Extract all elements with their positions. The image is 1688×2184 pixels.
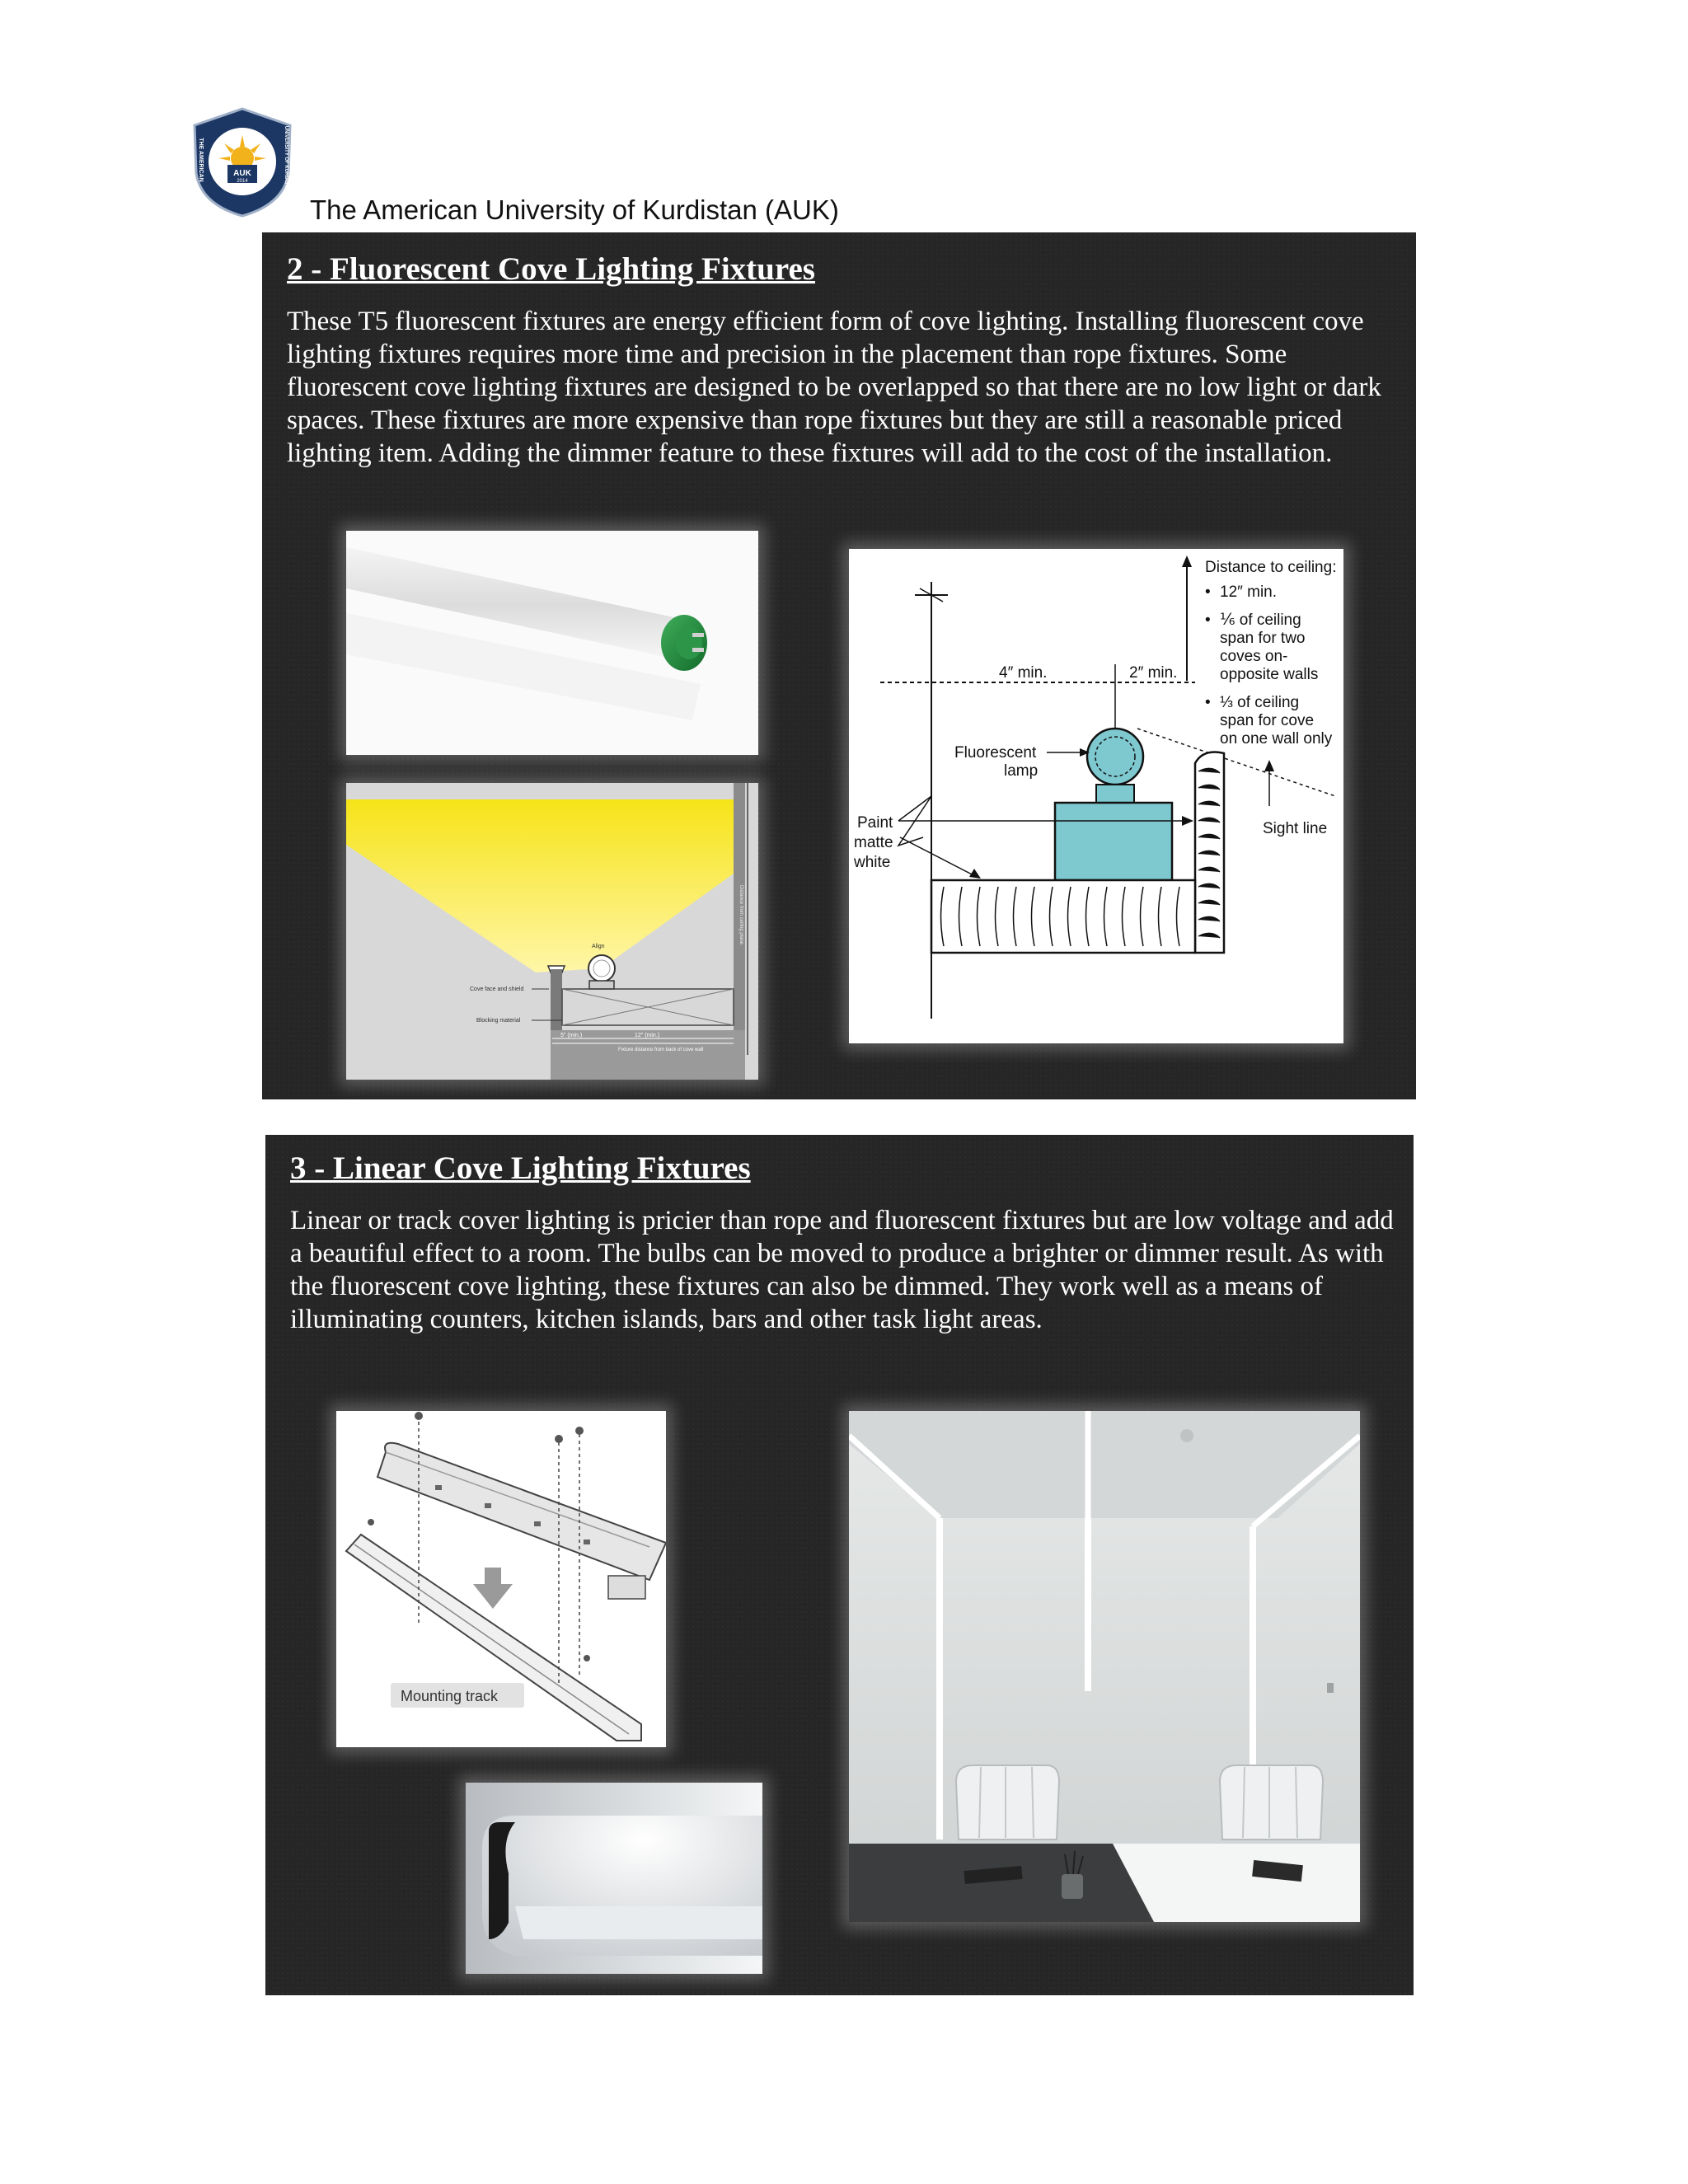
sight-line-label: Sight line	[1263, 820, 1328, 837]
paint-label-line3: white	[854, 854, 891, 871]
distance-bullet1: 12″ min.	[1220, 583, 1278, 601]
slide1-body: These T5 fluorescent fixtures are energy efficient form of cove lighting. Installing fluorescent cove lighting fixtures requires more time and precision in the placement than rope fixtures. Some fluorescent cove lighting fixtures are designed to be overlapped so that there are no low light or dark spaces. These fixtures are more expensive than rope fixtures but they are still a reasonable priced lighting item. Adding the dimmer feature to these fixtures will add to the cost of the installation.	[287, 307, 1381, 468]
cove-face-label: Cove face and shield	[470, 987, 524, 992]
distance-bullet2-line2: span for two	[1220, 630, 1306, 647]
ceiling-distance-label: Distance from ceiling plane	[738, 884, 743, 945]
lamp-label-line1: Fluorescent	[954, 744, 1037, 762]
dim-12-label: 12″ (min.)	[635, 1033, 660, 1038]
distance-bullet2-line1: ⅙ of ceiling	[1220, 612, 1301, 629]
distance-title: Distance to ceiling:	[1205, 559, 1337, 576]
mounting-track-label: Mounting track	[401, 1688, 499, 1704]
paint-label-line1: Paint	[857, 814, 893, 832]
distance-bullet2-line4: opposite walls	[1220, 666, 1319, 683]
crown-cove-photo	[466, 1783, 762, 1974]
svg-text:•: •	[1205, 612, 1211, 629]
distance-bullet3-line3: on one wall only	[1220, 730, 1333, 748]
linear-lighting-room-photo	[849, 1411, 1360, 1922]
slide2-title: 3 - Linear Cove Lighting Fixtures	[290, 1151, 751, 1186]
svg-text:•: •	[1205, 694, 1211, 711]
cove-dimension-diagram	[849, 549, 1343, 1043]
slide1-title: 2 - Fluorescent Cove Lighting Fixtures	[287, 251, 815, 287]
t5-tube-photo	[346, 531, 758, 755]
dim-4in-label: 4″ min.	[999, 664, 1048, 682]
dim-5-label: 5″ (min.)	[560, 1033, 583, 1038]
lamp-label-line2: lamp	[1004, 762, 1039, 780]
distance-bullet2-line3: coves on-	[1220, 648, 1288, 665]
svg-text:•: •	[1205, 583, 1211, 601]
logo-ring-text-left: THE AMERICAN	[198, 138, 204, 182]
mounting-track-illustration	[336, 1411, 666, 1747]
institution-name: The American University of Kurdistan (AUK)	[310, 194, 839, 225]
slide2-body: Linear or track cover lighting is pricier than rope and fluorescent fixtures but are low voltage and add a beautiful effect to a room. The bulbs can be moved to produce a brighter or dimmer result. As with the fluorescent cove lighting, these fixtures can also be dimmed. They work well as a means of illuminating counters, kitchen islands, bars and other task light areas.	[290, 1206, 1394, 1334]
cove-section-diagram	[346, 783, 758, 1080]
distance-bullet3-line2: span for cove	[1220, 712, 1315, 729]
auk-logo	[191, 107, 293, 218]
logo-ring-text-right: UNIVERSITY OF KURDISTAN	[284, 125, 288, 194]
slide-linear-cove	[265, 1135, 1414, 1995]
dim-2in-label: 2″ min.	[1129, 664, 1178, 682]
align-label: Align	[592, 944, 605, 949]
paint-label-line2: matte	[854, 834, 893, 851]
distance-bullet3-line1: ⅓ of ceiling	[1220, 694, 1300, 711]
logo-year: 2014	[237, 179, 248, 184]
logo-mark: AUK	[233, 169, 251, 178]
fixture-distance-label: Fixture distance from back of cove wall	[618, 1047, 704, 1052]
slide-fluorescent-cove	[262, 232, 1416, 1099]
blocking-label: Blocking material	[476, 1018, 521, 1024]
